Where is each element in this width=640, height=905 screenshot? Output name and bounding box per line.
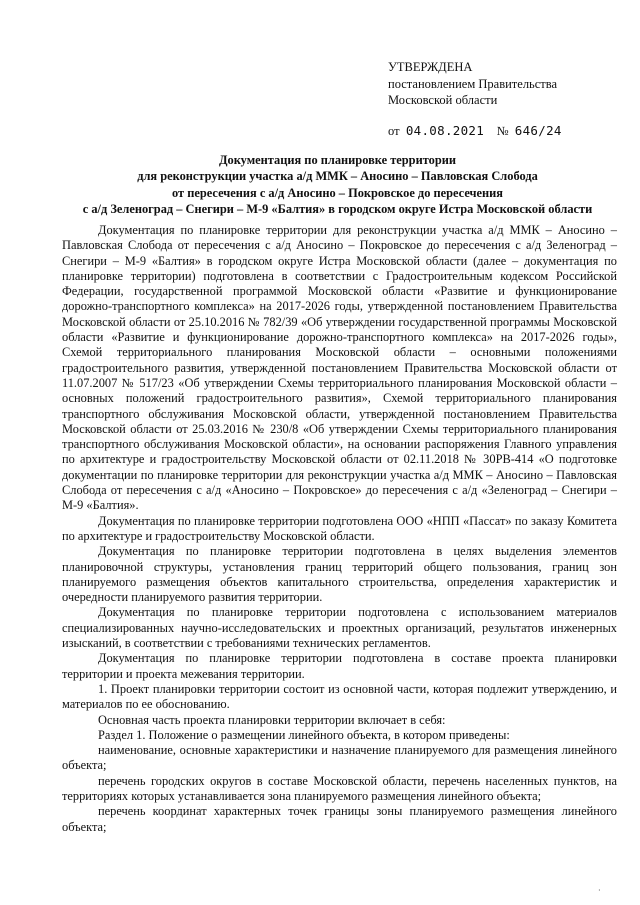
- paragraph: Документация по планировке территории подготовлена в целях выделения элементов планировочной структуры, установления границ территорий общего пользования, границ зон планируемого размещения объектов капитального строительства, определения характеристик и очередности планируемого развития территории.: [62, 544, 617, 605]
- approval-line-1: УТВЕРЖДЕНА: [388, 60, 473, 74]
- document-title: [60, 152, 615, 217]
- paragraph: Документация по планировке территории подготовлена ООО «НПП «Пассат» по заказу Комитета по архитектуре и градостроительству Московской области.: [62, 513, 617, 543]
- document-number-line: [388, 123, 562, 139]
- number-sign: №: [496, 124, 509, 138]
- from-label: от: [388, 124, 400, 138]
- title-line-2: для реконструкции участка а/д ММК – Аносино – Павловская Слобода: [137, 169, 538, 184]
- title-line-4: с а/д Зеленоград – Снегири – М-9 «Балтия» в городском округе Истра Московской области: [82, 201, 593, 216]
- paragraph: Основная часть проекта планировки территории включает в себя:: [98, 712, 446, 727]
- paragraph: Раздел 1. Положение о размещении линейного объекта, в котором приведены:: [98, 727, 510, 742]
- paragraph: Документация по планировке территории подготовлена с использованием материалов специализированных научно-исследовательских и проектных организаций, результатов инженерных изысканий, в соответствии с требованиями технических регламентов.: [62, 605, 617, 651]
- title-line-1: Документация по планировке территории: [219, 153, 456, 167]
- document-date: 04.08.2021: [405, 123, 485, 138]
- approval-stamp: [388, 59, 557, 109]
- approval-line-2: постановлением Правительства: [388, 76, 558, 91]
- document-body: [62, 223, 617, 835]
- approval-line-3: Московской области: [388, 93, 498, 107]
- paragraph: перечень городских округов в составе Московской области, перечень населенных пунктов, на территориях которых устанавливается зона планируемого размещения линейного объекта;: [62, 773, 617, 803]
- paragraph: Документация по планировке территории для реконструкции участка а/д ММК – Аносино – Павловская Слобода от пересечения с а/д Аносино – Покровское до пересечения с а/д Зеленоград – Снегири – М-9 «Балтия» в городском округе Истра Московской области (далее – документация по планировке территории) подготовлена в соответствии с Градостроительным кодексом Российской Федерации, государственной программой Московской области «Развитие и функционирование дорожно-транспортного комплекса» на 2017-2026 годы, утвержденной постановлением Правительства Московской области от 25.10.2016 № 782/39 «Об утверждении государственной программы Московской области «Развитие и функционирование дорожно-транспортного комплекса» на 2017-2026 годы», Схемой территориального планирования Московской области – основными положениями градостроительного развития, утвержденной постановлением Правительства Московской области от 11.07.2007 № 517/23 «Об утверждении Схемы территориального планирования Московской области – основных положений градостроительного развития», Схемой территориального планирования транспортного обслуживания Московской области, утвержденной постановлением Правительства Московской области от 25.03.2016 № 230/8 «Об утверждении Схемы территориального планирования транспортного обслуживания Московской области», на основании распоряжения Главного управления по архитектуре и градостроительству Московской области от 02.11.2018 № 30РВ-414 «О подготовке документации по планировке территории для реконструкции участка а/д ММК – Аносино – Павловская Слобода от пересечения с а/д «Аносино – Покровское» до пересечения с а/д «Зеленоград – Снегири – М-9 «Балтия».: [62, 223, 617, 513]
- document-number: 646/24: [514, 123, 562, 138]
- paragraph: 1. Проект планировки территории состоит из основной части, которая подлежит утверждению, и материалов по ее обоснованию.: [62, 681, 617, 712]
- title-line-3: от пересечения с а/д Аносино – Покровское до пересечения: [172, 185, 503, 200]
- paragraph: Документация по планировке территории подготовлена в составе проекта планировки территории и проекта межевания территории.: [62, 651, 617, 681]
- paragraph: наименование, основные характеристики и назначение планируемого для размещения линейного объекта;: [62, 743, 617, 773]
- paragraph: перечень координат характерных точек границы зоны планируемого размещения линейного объекта;: [62, 804, 617, 834]
- scan-speck: ·: [598, 886, 601, 895]
